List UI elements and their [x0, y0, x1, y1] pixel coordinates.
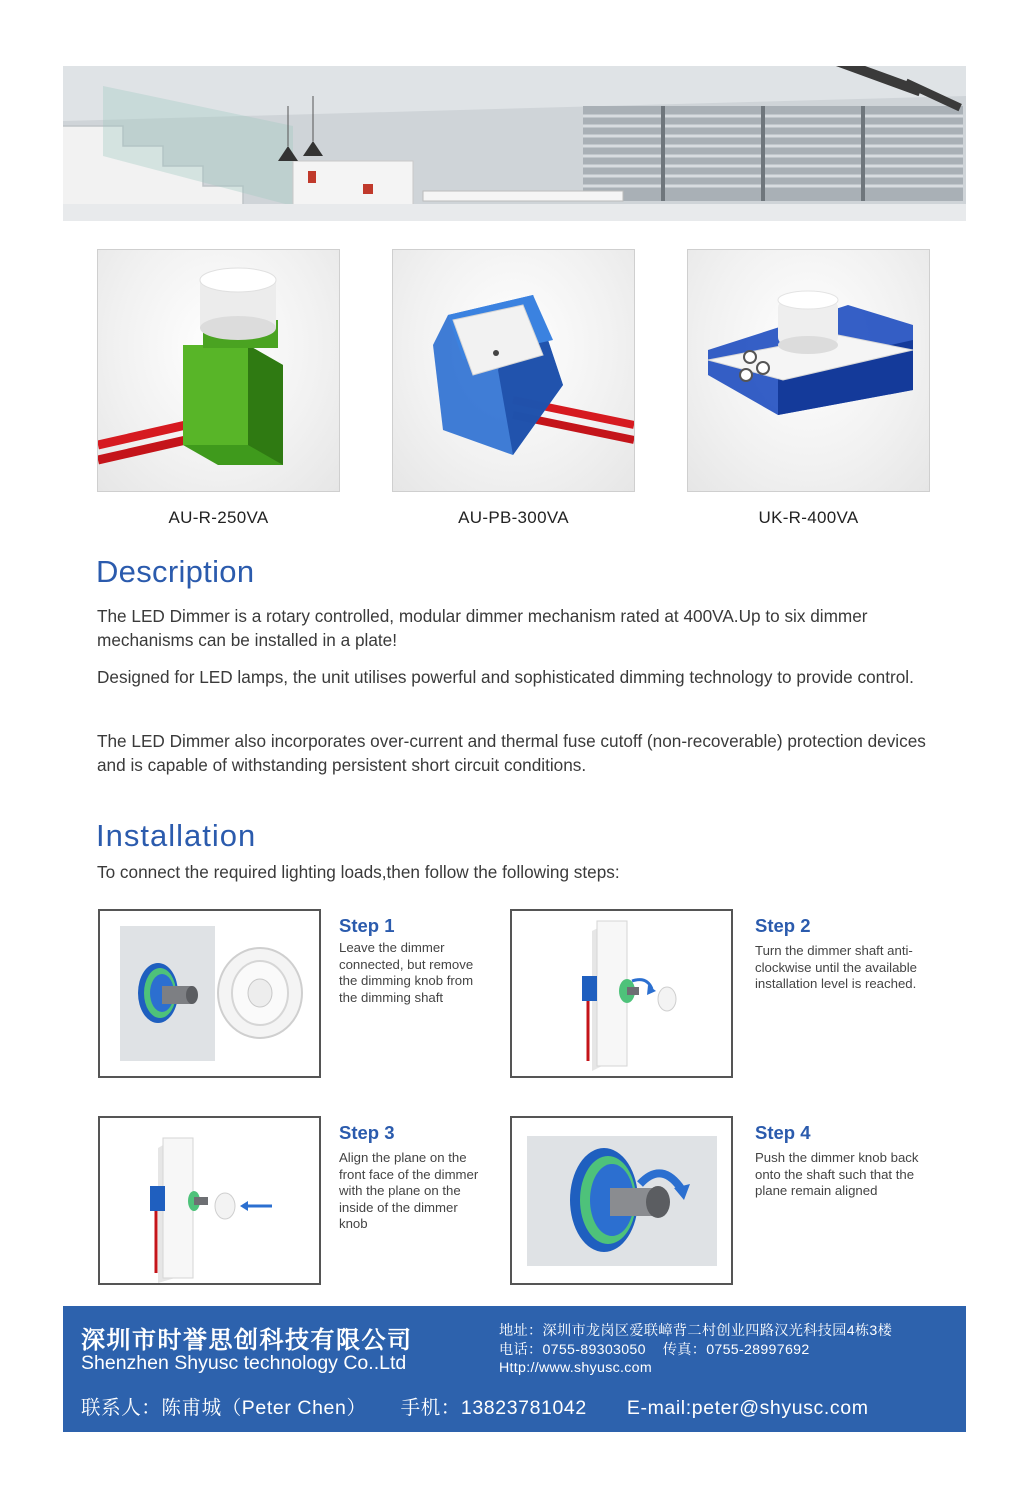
company-address: 地址：深圳市龙岗区爱联嶂背二村创业四路汉光科技园4栋3楼	[499, 1323, 893, 1339]
contact-mobile: 手机：13823781042	[400, 1397, 587, 1419]
hero-interior-image	[63, 66, 966, 221]
contact-line	[81, 1392, 869, 1420]
product-label: AU-PB-300VA	[458, 508, 569, 527]
step-4-text: Push the dimmer knob back onto the shaft such that the plane remain aligned	[755, 1150, 919, 1199]
company-name-cn: 深圳市时誉思创科技有限公司	[81, 1327, 413, 1354]
description-paragraph: The LED Dimmer also incorporates over-current and thermal fuse cutoff (non-recoverable) protection devices and is capable of withstanding persistent short circuit conditions.	[97, 731, 926, 775]
step-3-image	[98, 1116, 321, 1285]
product-label: UK-R-400VA	[758, 508, 859, 527]
contact-email[interactable]: E-mail:peter@shyusc.com	[626, 1397, 869, 1419]
footer-contact-bar	[63, 1306, 966, 1432]
product-label: AU-R-250VA	[168, 508, 269, 527]
company-phone-fax: 电话：0755-89303050 传真：0755-28997692	[499, 1341, 810, 1358]
step-1-image	[98, 909, 321, 1078]
company-address-block	[499, 1322, 892, 1378]
description-paragraph: The LED Dimmer is a rotary controlled, modular dimmer mechanism rated at 400VA.Up to six dimmer mechanisms can be installed in a plate!	[97, 606, 868, 650]
product-image-au-pb-300va	[392, 249, 635, 492]
step-4-image	[510, 1116, 733, 1285]
installation-subtitle: To connect the required lighting loads,then follow the following steps:	[97, 862, 620, 882]
step-3-title: Step 3	[339, 1122, 395, 1143]
product-image-au-r-250va	[97, 249, 340, 492]
step-2-image	[510, 909, 733, 1078]
contact-person: 联系人：陈甫城（Peter Chen）	[81, 1397, 367, 1419]
description-heading: Description	[96, 554, 255, 589]
company-website[interactable]: Http://www.shyusc.com	[499, 1360, 652, 1376]
step-1-text: Leave the dimmer connected, but remove the dimming knob from the dimming shaft	[339, 940, 474, 1005]
step-2-text: Turn the dimmer shaft anti-clockwise until the available installation level is reached.	[755, 943, 917, 992]
installation-heading: Installation	[96, 818, 257, 853]
step-4-title: Step 4	[755, 1122, 811, 1143]
step-1-title: Step 1	[339, 915, 395, 936]
step-3-text: Align the plane on the front face of the dimmer with the plane on the inside of the dimmer knob	[339, 1150, 479, 1232]
company-name-en: Shenzhen Shyusc technology Co..Ltd	[81, 1352, 407, 1374]
step-2-title: Step 2	[755, 915, 811, 936]
description-paragraph: Designed for LED lamps, the unit utilises powerful and sophisticated dimming technology to provide control.	[97, 667, 914, 687]
product-image-uk-r-400va	[687, 249, 930, 492]
